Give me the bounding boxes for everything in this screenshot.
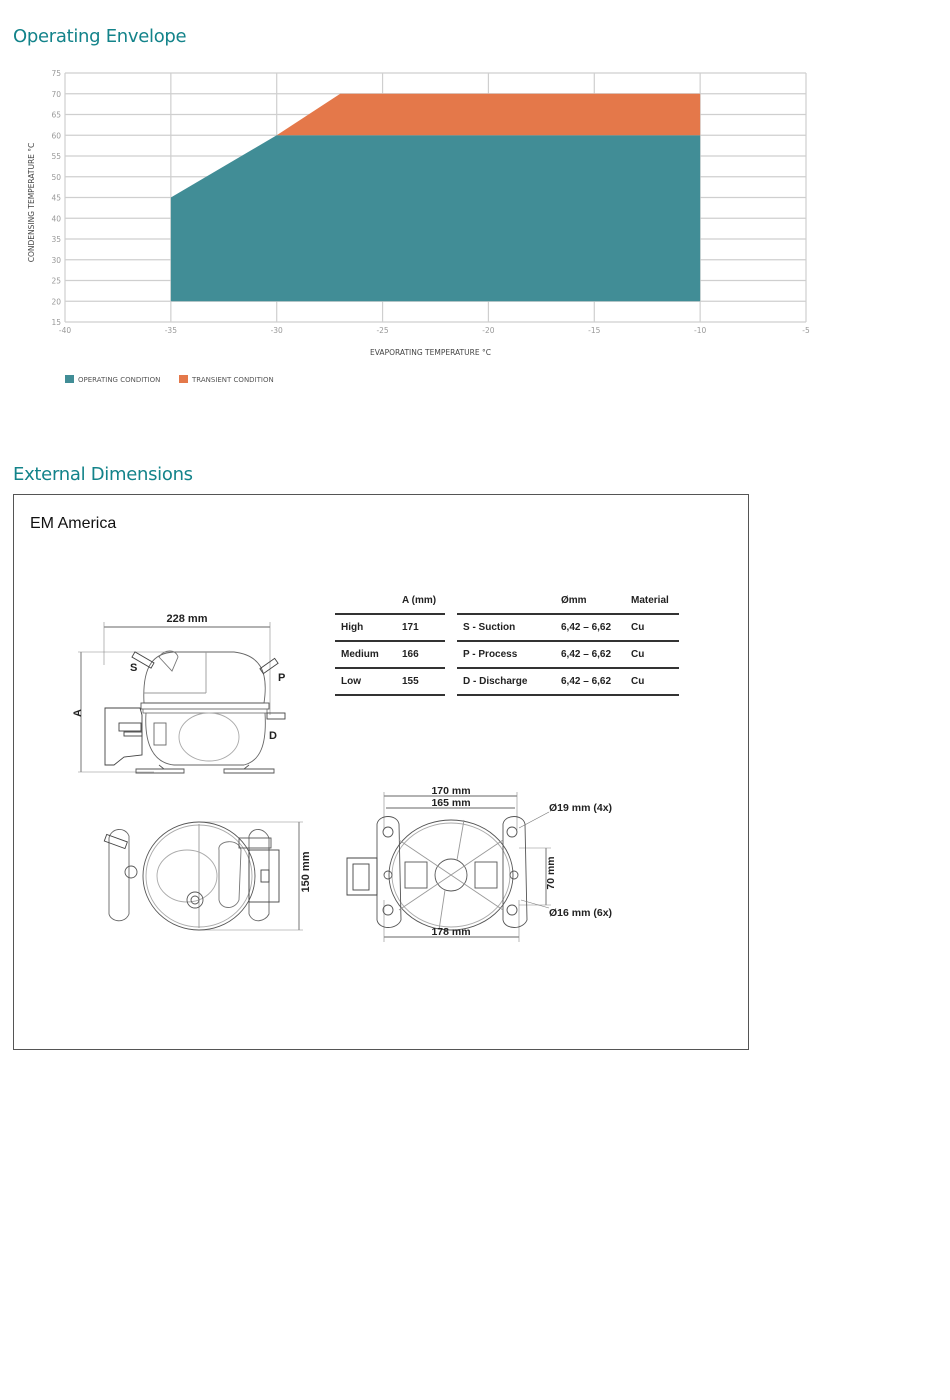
- compressor-top-view: [99, 810, 319, 940]
- x-tick-labels: [59, 326, 810, 335]
- x-tick-label: -30: [270, 326, 283, 335]
- compressor-base-view: [339, 780, 639, 950]
- y-tick-label: 75: [51, 69, 61, 78]
- compressor-side-view: [64, 605, 304, 780]
- table-cell: Medium: [335, 641, 396, 668]
- height-table-header: [335, 593, 396, 614]
- table-cell: D - Discharge: [457, 668, 555, 695]
- table-row: [335, 641, 445, 668]
- table-cell: 171: [396, 614, 445, 641]
- external-dimensions-panel: [13, 494, 749, 1050]
- table-row: [457, 614, 679, 641]
- discharge-label: D: [269, 730, 277, 742]
- transient-condition-area: [277, 94, 700, 136]
- external-dimensions-title: External Dimensions: [13, 464, 193, 485]
- y-tick-label: 40: [51, 214, 61, 224]
- operating-envelope-title: Operating Envelope: [13, 26, 187, 47]
- y-tick-label: 70: [51, 89, 61, 99]
- y-tick-label: 30: [51, 255, 61, 265]
- table-row: [335, 614, 445, 641]
- hole-19-label: Ø19 mm (4x): [549, 802, 613, 814]
- table-row: [457, 668, 679, 695]
- table-cell: Cu: [625, 641, 679, 668]
- y-tick-label: 50: [51, 172, 61, 182]
- table-cell: 155: [396, 668, 445, 695]
- hole-16-label: Ø16 mm (6x): [549, 907, 613, 919]
- x-tick-label: -40: [58, 326, 72, 335]
- side-height-label: A: [72, 709, 84, 717]
- table-row: [457, 641, 679, 668]
- table-cell: 6,42 – 6,62: [555, 641, 625, 668]
- top-depth-label: 150 mm: [300, 851, 312, 893]
- operating-condition-area: [171, 135, 700, 301]
- table-cell: 6,42 – 6,62: [555, 614, 625, 641]
- y-tick-label: 55: [51, 152, 61, 161]
- chart-areas: [171, 94, 700, 302]
- side-width-label: 228 mm: [166, 613, 208, 625]
- x-tick-label: -10: [694, 326, 707, 335]
- table-cell: S - Suction: [457, 614, 555, 641]
- table-cell: 166: [396, 641, 445, 668]
- height-table-header: A (mm): [402, 594, 437, 606]
- y-tick-label: 45: [51, 193, 61, 203]
- connector-table: [457, 593, 679, 696]
- legend-swatch: [65, 375, 74, 383]
- base-width-178-label: 178 mm: [431, 926, 471, 938]
- table-cell: Cu: [625, 668, 679, 695]
- y-tick-labels: [51, 69, 61, 327]
- y-tick-label: 65: [51, 110, 61, 120]
- process-label: P: [278, 672, 286, 684]
- x-tick-label: -15: [588, 326, 601, 335]
- legend-swatch: [179, 375, 188, 383]
- height-table: [335, 593, 445, 696]
- y-axis-label: CONDENSING TEMPERATURE °C: [27, 142, 36, 263]
- hole-spacing-label: 70 mm: [545, 856, 557, 890]
- y-tick-label: 35: [51, 235, 61, 244]
- y-tick-label: 15: [51, 318, 61, 327]
- base-width-170-label: 170 mm: [431, 785, 471, 797]
- legend-label: TRANSIENT CONDITION: [192, 376, 274, 384]
- table-cell: Cu: [625, 614, 679, 641]
- y-tick-label: 60: [51, 131, 61, 141]
- chart-legend: [65, 375, 274, 384]
- x-tick-label: -35: [164, 326, 177, 335]
- table-cell: 6,42 – 6,62: [555, 668, 625, 695]
- x-tick-label: -25: [376, 326, 389, 335]
- table-cell: Low: [335, 668, 396, 695]
- connector-table-header: Material: [631, 594, 669, 606]
- suction-label: S: [130, 662, 138, 674]
- table-cell: High: [335, 614, 396, 641]
- base-width-165-label: 165 mm: [431, 797, 471, 809]
- y-tick-label: 20: [51, 297, 61, 307]
- x-tick-label: -20: [482, 326, 495, 335]
- x-axis-label: EVAPORATING TEMPERATURE °C: [370, 348, 491, 357]
- operating-envelope-chart: [0, 55, 830, 395]
- connector-table-header: [457, 593, 555, 614]
- x-tick-label: -5: [802, 326, 810, 335]
- y-tick-label: 25: [51, 276, 61, 286]
- table-row: [335, 668, 445, 695]
- table-cell: P - Process: [457, 641, 555, 668]
- connector-table-header: Ømm: [561, 594, 587, 606]
- legend-label: OPERATING CONDITION: [78, 376, 161, 384]
- model-name: EM America: [30, 515, 117, 532]
